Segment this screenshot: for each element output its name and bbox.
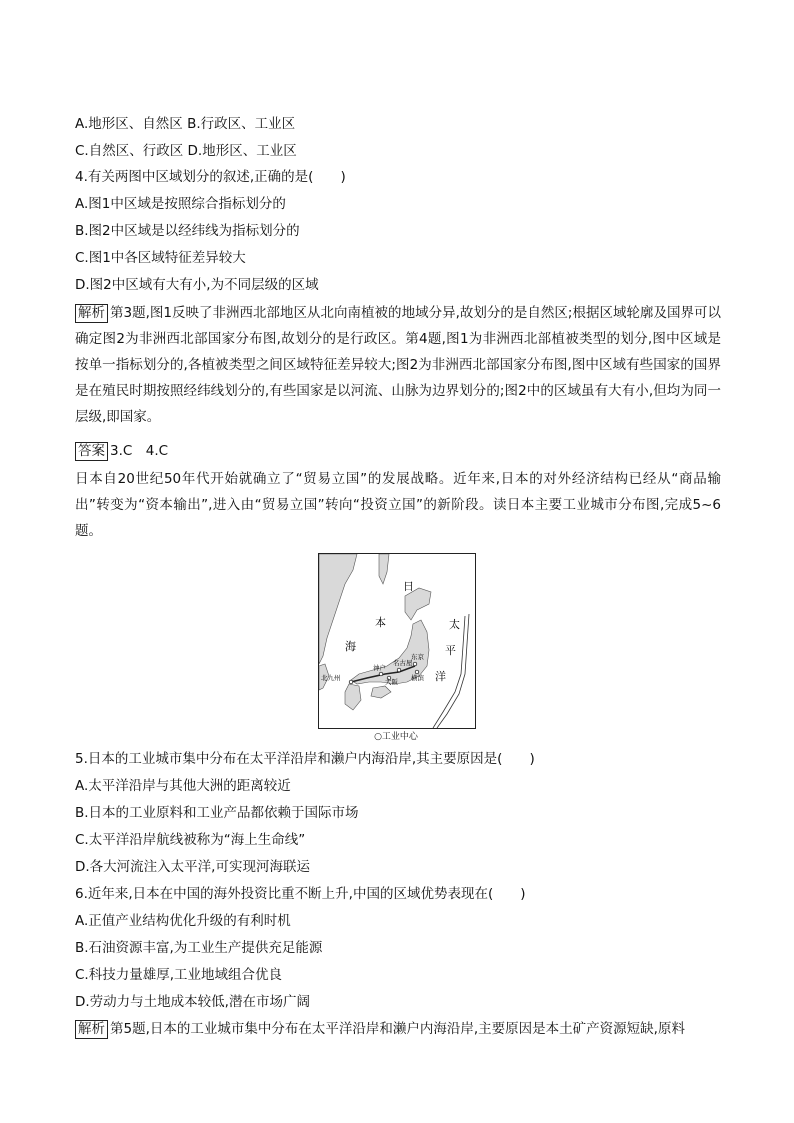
answer-text: 3.C 4.C (110, 443, 169, 459)
analysis-tag: 解析 (75, 304, 108, 323)
sea-char-1: 日 (403, 580, 414, 593)
answer-block-1 (75, 441, 168, 461)
map-canvas (319, 554, 475, 728)
analysis-text: 第5题,日本的工业城市集中分布在太平洋沿岸和濑户内海沿岸,主要原因是本土矿产资源短缺,原料 (110, 1021, 685, 1037)
analysis-text: 第3题,图1反映了非洲西北部地区从北向南植被的地域分异,故划分的是自然区;根据区域轮廓及国界可以确定图2为非洲西北部国家分布图,故划分的是行政区。第4题,图1为非洲西北部植被类型的划分,图中区域是按单一指标划分的,各植被类型之间区域特征差异较大;图2为非洲西北部国家分布图,图中区域有些国家的国界是在殖民时期按照经纬线划分的,有些国家是以河流、山脉为边界划分的;图2中的区域虽有大有小,但均为同一层级,即国家。 (75, 305, 721, 425)
q6-option-d: D.劳动力与土地成本较低,潜在市场广阔 (75, 994, 310, 1010)
city-label-osaka: 大阪 (385, 678, 398, 686)
q5-option-c: C.太平洋沿岸航线被称为“海上生命线” (75, 832, 306, 848)
q4-option-d: D.图2中区域有大有小,为不同层级的区域 (75, 277, 319, 293)
kyushu-island (345, 684, 361, 710)
city-marker (349, 680, 353, 684)
answer-tag: 答案 (75, 442, 108, 461)
passage-intro: 日本自20世纪50年代开始就确立了“贸易立国”的发展战略。近年来,日本的对外经济结构已经从“商品输出”转变为“资本输出”,进入由“贸易立国”转向“投资立国”的新阶段。读日本主要工业城市分布图,完成5~6题。 (75, 471, 721, 539)
q6-stem: 6.近年来,日本在中国的海外投资比重不断上升,中国的区域优势表现在( ) (75, 886, 526, 902)
city-label-nagoya: 名古屋 (393, 659, 413, 667)
q4-stem: 4.有关两图中区域划分的叙述,正确的是( ) (75, 169, 346, 185)
q6-option-b: B.石油资源丰富,为工业生产提供充足能源 (75, 940, 323, 956)
ocean-char-3: 洋 (435, 670, 446, 683)
shikoku-island (371, 686, 391, 698)
map-caption: ○工业中心 (374, 732, 418, 742)
q3-options-ab: A.地形区、自然区 B.行政区、工业区 (75, 116, 296, 132)
q6-option-c: C.科技力量雄厚,工业地域组合优良 (75, 967, 283, 983)
q4-option-b: B.图2中区域是以经纬线为指标划分的 (75, 223, 300, 239)
ocean-char-2: 平 (445, 644, 456, 657)
city-label-kitakyushu: 北九州 (321, 674, 341, 682)
q6-option-a: A.正值产业结构优化升级的有利时机 (75, 913, 291, 929)
city-label-kobe: 神户 (373, 664, 386, 672)
city-label-yokohama: 横滨 (411, 674, 424, 682)
ocean-char-1: 太 (449, 618, 460, 631)
analysis-tag: 解析 (75, 1020, 108, 1039)
q4-option-a: A.图1中区域是按照综合指标划分的 (75, 196, 286, 212)
q5-option-b: B.日本的工业原料和工业产品都依赖于国际市场 (75, 805, 359, 821)
city-marker (397, 668, 401, 672)
analysis-block-2 (75, 1019, 685, 1039)
city-marker (413, 662, 417, 666)
sakhalin-island (379, 554, 389, 584)
q5-stem: 5.日本的工业城市集中分布在太平洋沿岸和濑户内海沿岸,其主要原因是( ) (75, 751, 535, 767)
q4-option-c: C.图1中各区域特征差异较大 (75, 250, 246, 266)
sea-char-3: 海 (345, 640, 356, 653)
sea-char-2: 本 (375, 616, 386, 629)
city-label-tokyo: 东京 (411, 653, 424, 661)
q5-option-d: D.各大河流注入太平洋,可实现河海联运 (75, 859, 310, 875)
q3-options-cd: C.自然区、行政区 D.地形区、工业区 (75, 143, 297, 159)
japan-industrial-map (318, 553, 476, 729)
q5-option-a: A.太平洋沿岸与其他大洲的距离较近 (75, 778, 291, 794)
city-marker (379, 672, 383, 676)
analysis-block-1 (75, 300, 721, 430)
